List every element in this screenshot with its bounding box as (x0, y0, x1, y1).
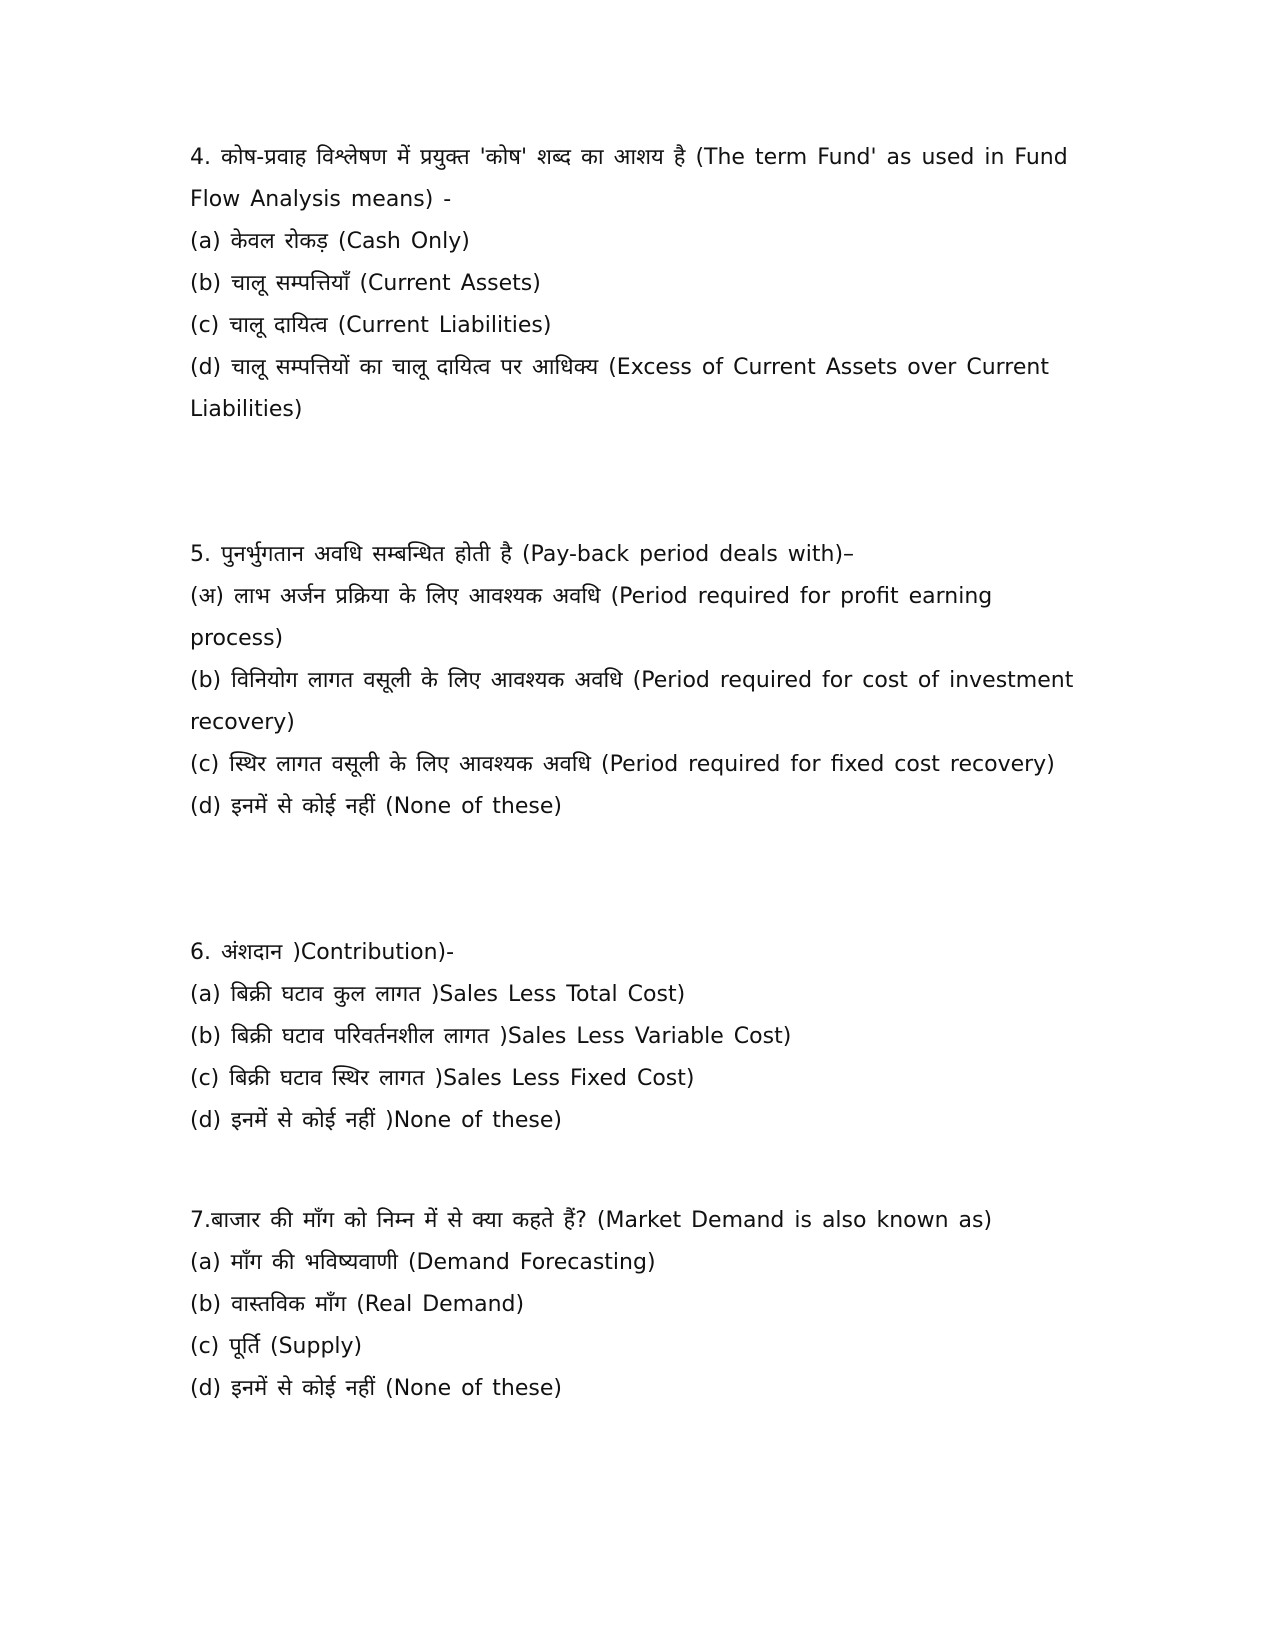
question-5-option-b: (b) विनियोग लागत वसूली के लिए आवश्यक अवधि (Period required for cost of investment recovery) (190, 668, 1074, 735)
question-4 (190, 137, 1080, 431)
question-6-option-b: (b) बिक्री घटाव परिवर्तनशील लागत )Sales Less Variable Cost) (190, 1024, 792, 1049)
question-5-option-d: (d) इनमें से कोई नहीं (None of these) (190, 794, 562, 819)
question-7-option-d: (d) इनमें से कोई नहीं (None of these) (190, 1376, 562, 1401)
question-7-stem: 7.बाजार की माँग को निम्न में से क्या कहते हैं? (Market Demand is also known as) (190, 1208, 993, 1233)
question-5-option-a: (अ) लाभ अर्जन प्रक्रिया के लिए आवश्यक अवधि (Period required for profit earning process) (190, 584, 993, 651)
question-6 (190, 932, 1080, 1142)
question-7-option-a: (a) माँग की भविष्यवाणी (Demand Forecasting) (190, 1250, 656, 1275)
question-5-option-c: (c) स्थिर लागत वसूली के लिए आवश्यक अवधि (Period required for fixed cost recovery) (190, 752, 1055, 777)
question-5 (190, 534, 1080, 828)
question-6-stem: 6. अंशदान )Contribution)- (190, 940, 455, 965)
question-7-option-c: (c) पूर्ति (Supply) (190, 1334, 363, 1359)
question-4-option-a: (a) केवल रोकड़ (Cash Only) (190, 229, 470, 254)
question-6-option-a: (a) बिक्री घटाव कुल लागत )Sales Less Total Cost) (190, 982, 686, 1007)
question-4-stem: 4. कोष-प्रवाह विश्लेषण में प्रयुक्त 'कोष' शब्द का आशय है (The term Fund' as used in Fund Flow Analysis means) - (190, 145, 1068, 212)
question-5-stem: 5. पुनर्भुगतान अवधि सम्बन्धित होती है (Pay-back period deals with)– (190, 542, 855, 567)
question-4-option-b: (b) चालू सम्पत्तियाँ (Current Assets) (190, 271, 541, 296)
question-4-option-c: (c) चालू दायित्व (Current Liabilities) (190, 313, 552, 338)
question-6-option-d: (d) इनमें से कोई नहीं )None of these) (190, 1108, 562, 1133)
question-6-option-c: (c) बिक्री घटाव स्थिर लागत )Sales Less Fixed Cost) (190, 1066, 695, 1091)
question-7 (190, 1200, 1080, 1410)
question-4-option-d: (d) चालू सम्पत्तियों का चालू दायित्व पर आधिक्य (Excess of Current Assets over Current Liabilities) (190, 355, 1049, 422)
question-7-option-b: (b) वास्तविक माँग (Real Demand) (190, 1292, 525, 1317)
